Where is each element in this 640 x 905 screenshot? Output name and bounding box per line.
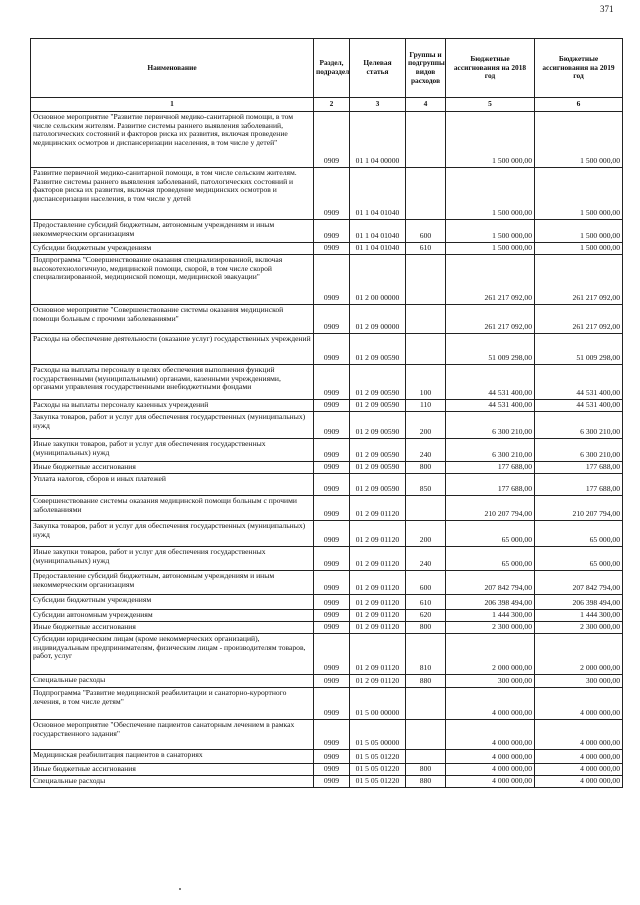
table-body [31, 112, 623, 788]
table-row [31, 610, 623, 622]
row-section: 0909 [314, 496, 350, 521]
row-name: Специальные расходы [31, 675, 314, 688]
header-section: Раздел, подраздел [314, 39, 350, 98]
column-number: 4 [406, 98, 446, 112]
row-group: 880 [406, 776, 446, 788]
row-alloc-2019: 207 842 794,00 [535, 571, 623, 595]
row-alloc-2018: 4 000 000,00 [446, 720, 535, 750]
row-group: 800 [406, 622, 446, 634]
row-alloc-2018: 65 000,00 [446, 521, 535, 547]
table-row [31, 243, 623, 255]
row-name: Расходы на обеспечение деятельности (оказание услуг) государственных учреждений [31, 334, 314, 365]
row-target: 01 2 09 01120 [350, 610, 406, 622]
row-name: Субсидии бюджетным учреждениям [31, 595, 314, 610]
row-alloc-2019: 261 217 092,00 [535, 305, 623, 334]
row-alloc-2018: 177 688,00 [446, 474, 535, 496]
row-section: 0909 [314, 610, 350, 622]
row-alloc-2019: 2 300 000,00 [535, 622, 623, 634]
row-target: 01 5 05 00000 [350, 720, 406, 750]
row-name: Субсидии бюджетным учреждениям [31, 243, 314, 255]
row-section: 0909 [314, 675, 350, 688]
row-alloc-2019: 4 000 000,00 [535, 764, 623, 776]
row-section: 0909 [314, 521, 350, 547]
row-name: Предоставление субсидий бюджетным, автономным учреждениям и иным некоммерческим организациям [31, 220, 314, 243]
row-alloc-2018: 6 300 210,00 [446, 439, 535, 462]
row-group [406, 168, 446, 220]
row-alloc-2018: 1 500 000,00 [446, 168, 535, 220]
table-row [31, 305, 623, 334]
row-group [406, 334, 446, 365]
row-group: 620 [406, 610, 446, 622]
scan-speck [179, 888, 181, 890]
row-name: Развитие первичной медико-санитарной помощи, в том числе сельским жителям. Развитие системы раннего выявления заболеваний, патологических состояний и факторов риска их развития, включая проведение медицинских осмотров и диспансеризации населения, в том числе у детей [31, 168, 314, 220]
row-section: 0909 [314, 439, 350, 462]
row-alloc-2019: 300 000,00 [535, 675, 623, 688]
header-group: Группы и подгруппы видов расходов [406, 39, 446, 98]
row-alloc-2018: 1 500 000,00 [446, 243, 535, 255]
row-alloc-2018: 4 000 000,00 [446, 776, 535, 788]
row-section: 0909 [314, 462, 350, 474]
row-target: 01 2 00 00000 [350, 255, 406, 305]
row-alloc-2019: 6 300 210,00 [535, 439, 623, 462]
row-target: 01 2 09 00590 [350, 334, 406, 365]
row-group: 110 [406, 400, 446, 412]
row-target: 01 2 09 01120 [350, 496, 406, 521]
row-group [406, 112, 446, 168]
table-row [31, 439, 623, 462]
row-name: Иные бюджетные ассигнования [31, 462, 314, 474]
row-alloc-2019: 44 531 400,00 [535, 365, 623, 400]
row-name: Подпрограмма "Совершенствование оказания специализированной, включая высокотехнологичную, медицинской помощи, скорой, в том числе скорой специализированной, медицинской помощи, медицинской эвакуации" [31, 255, 314, 305]
row-section: 0909 [314, 255, 350, 305]
row-section: 0909 [314, 547, 350, 571]
table-row [31, 168, 623, 220]
row-group: 810 [406, 634, 446, 675]
row-alloc-2018: 2 300 000,00 [446, 622, 535, 634]
row-group: 880 [406, 675, 446, 688]
row-alloc-2018: 207 842 794,00 [446, 571, 535, 595]
budget-table [30, 38, 623, 788]
row-alloc-2018: 261 217 092,00 [446, 305, 535, 334]
row-section: 0909 [314, 764, 350, 776]
row-alloc-2019: 206 398 494,00 [535, 595, 623, 610]
row-group: 100 [406, 365, 446, 400]
row-name: Закупка товаров, работ и услуг для обеспечения государственных (муниципальных) нужд [31, 521, 314, 547]
row-alloc-2018: 44 531 400,00 [446, 365, 535, 400]
row-group: 800 [406, 462, 446, 474]
header-row [31, 39, 623, 98]
row-group: 240 [406, 547, 446, 571]
row-target: 01 5 05 01220 [350, 750, 406, 764]
row-alloc-2019: 261 217 092,00 [535, 255, 623, 305]
table-row [31, 255, 623, 305]
row-alloc-2019: 4 000 000,00 [535, 688, 623, 720]
row-name: Предоставление субсидий бюджетным, автономным учреждениям и иным некоммерческим организациям [31, 571, 314, 595]
table-row [31, 720, 623, 750]
row-alloc-2019: 65 000,00 [535, 547, 623, 571]
row-group: 800 [406, 764, 446, 776]
row-alloc-2019: 1 500 000,00 [535, 243, 623, 255]
row-target: 01 2 09 01120 [350, 521, 406, 547]
table-row [31, 462, 623, 474]
row-alloc-2019: 1 500 000,00 [535, 112, 623, 168]
table-row [31, 334, 623, 365]
row-section: 0909 [314, 400, 350, 412]
row-alloc-2018: 177 688,00 [446, 462, 535, 474]
column-number-row [31, 98, 623, 112]
row-group: 200 [406, 521, 446, 547]
row-group: 240 [406, 439, 446, 462]
row-alloc-2018: 4 000 000,00 [446, 750, 535, 764]
row-alloc-2018: 1 500 000,00 [446, 220, 535, 243]
row-alloc-2018: 1 500 000,00 [446, 112, 535, 168]
row-name: Совершенствование системы оказания медицинской помощи больным с прочими заболеваниями [31, 496, 314, 521]
row-group: 600 [406, 220, 446, 243]
row-target: 01 5 05 01220 [350, 776, 406, 788]
row-name: Подпрограмма "Развитие медицинской реабилитации и санаторно-курортного лечения, в том числе детям" [31, 688, 314, 720]
row-alloc-2018: 65 000,00 [446, 547, 535, 571]
table-row [31, 750, 623, 764]
row-section: 0909 [314, 595, 350, 610]
row-section: 0909 [314, 305, 350, 334]
table-row [31, 220, 623, 243]
row-name: Иные закупки товаров, работ и услуг для обеспечения государственных (муниципальных) нужд [31, 547, 314, 571]
row-section: 0909 [314, 720, 350, 750]
header-alloc-2018: Бюджетные ассигнования на 2018 год [446, 39, 535, 98]
row-alloc-2019: 177 688,00 [535, 474, 623, 496]
table-row [31, 764, 623, 776]
row-name: Уплата налогов, сборов и иных платежей [31, 474, 314, 496]
row-section: 0909 [314, 220, 350, 243]
row-name: Субсидии автономным учреждениям [31, 610, 314, 622]
header-target: Целевая статья [350, 39, 406, 98]
row-group [406, 305, 446, 334]
row-group: 610 [406, 243, 446, 255]
row-name: Основное мероприятие "Совершенствование системы оказания медицинской помощи больным с прочими заболеваниями" [31, 305, 314, 334]
row-target: 01 2 09 01120 [350, 595, 406, 610]
row-section: 0909 [314, 412, 350, 439]
row-name: Закупка товаров, работ и услуг для обеспечения государственных (муниципальных) нужд [31, 412, 314, 439]
row-section: 0909 [314, 243, 350, 255]
row-name: Иные бюджетные ассигнования [31, 764, 314, 776]
row-name: Иные закупки товаров, работ и услуг для обеспечения государственных (муниципальных) нужд [31, 439, 314, 462]
row-name: Основное мероприятие "Развитие первичной медико-санитарной помощи, в том числе сельским жителям. Развитие системы раннего выявления заболеваний, патологических состояний и факторов риска их развития, включая проведение медицинских осмотров и диспансеризации населения, в том числе у детей" [31, 112, 314, 168]
table-row [31, 547, 623, 571]
row-alloc-2018: 6 300 210,00 [446, 412, 535, 439]
row-alloc-2018: 206 398 494,00 [446, 595, 535, 610]
row-section: 0909 [314, 334, 350, 365]
table-row [31, 412, 623, 439]
row-target: 01 2 09 00590 [350, 400, 406, 412]
row-alloc-2018: 51 009 298,00 [446, 334, 535, 365]
row-group [406, 255, 446, 305]
row-alloc-2019: 65 000,00 [535, 521, 623, 547]
row-alloc-2018: 261 217 092,00 [446, 255, 535, 305]
row-alloc-2018: 300 000,00 [446, 675, 535, 688]
row-target: 01 2 09 00590 [350, 412, 406, 439]
row-section: 0909 [314, 776, 350, 788]
row-alloc-2018: 4 000 000,00 [446, 688, 535, 720]
table-row [31, 595, 623, 610]
page-number: 371 [600, 4, 614, 14]
row-group [406, 750, 446, 764]
row-alloc-2018: 44 531 400,00 [446, 400, 535, 412]
row-target: 01 2 09 01120 [350, 571, 406, 595]
row-alloc-2019: 6 300 210,00 [535, 412, 623, 439]
row-target: 01 2 09 01120 [350, 547, 406, 571]
row-alloc-2019: 210 207 794,00 [535, 496, 623, 521]
row-alloc-2019: 51 009 298,00 [535, 334, 623, 365]
row-section: 0909 [314, 474, 350, 496]
row-target: 01 2 09 00000 [350, 305, 406, 334]
row-alloc-2019: 1 500 000,00 [535, 168, 623, 220]
row-name: Специальные расходы [31, 776, 314, 788]
row-target: 01 1 04 00000 [350, 112, 406, 168]
row-section: 0909 [314, 168, 350, 220]
row-alloc-2018: 1 444 300,00 [446, 610, 535, 622]
table-row [31, 400, 623, 412]
row-group: 610 [406, 595, 446, 610]
row-alloc-2019: 44 531 400,00 [535, 400, 623, 412]
row-name: Медицинская реабилитация пациентов в санаториях [31, 750, 314, 764]
row-section: 0909 [314, 112, 350, 168]
row-group: 200 [406, 412, 446, 439]
row-alloc-2019: 2 000 000,00 [535, 634, 623, 675]
header-alloc-2019: Бюджетные ассигнования на 2019 год [535, 39, 623, 98]
row-target: 01 5 05 01220 [350, 764, 406, 776]
row-name: Иные бюджетные ассигнования [31, 622, 314, 634]
table-row [31, 521, 623, 547]
row-group: 600 [406, 571, 446, 595]
table-row [31, 634, 623, 675]
row-target: 01 2 09 01120 [350, 675, 406, 688]
row-group [406, 720, 446, 750]
row-section: 0909 [314, 688, 350, 720]
row-alloc-2019: 4 000 000,00 [535, 776, 623, 788]
row-target: 01 2 09 00590 [350, 439, 406, 462]
row-name: Основное мероприятие "Обеспечение пациентов санаторным лечением в рамках государственного задания" [31, 720, 314, 750]
row-target: 01 2 09 01120 [350, 634, 406, 675]
row-group [406, 496, 446, 521]
column-number: 2 [314, 98, 350, 112]
row-section: 0909 [314, 634, 350, 675]
table-row [31, 571, 623, 595]
row-section: 0909 [314, 750, 350, 764]
row-alloc-2019: 177 688,00 [535, 462, 623, 474]
column-number: 1 [31, 98, 314, 112]
row-name: Субсидии юридическим лицам (кроме некоммерческих организаций), индивидуальным предпринимателям, физическим лицам - производителям товаров, работ, услуг [31, 634, 314, 675]
table-row [31, 496, 623, 521]
row-target: 01 5 00 00000 [350, 688, 406, 720]
row-section: 0909 [314, 622, 350, 634]
table-row [31, 688, 623, 720]
row-section: 0909 [314, 571, 350, 595]
row-target: 01 2 09 00590 [350, 462, 406, 474]
column-number: 3 [350, 98, 406, 112]
column-number: 6 [535, 98, 623, 112]
table-row [31, 675, 623, 688]
row-group: 850 [406, 474, 446, 496]
row-alloc-2018: 210 207 794,00 [446, 496, 535, 521]
table-row [31, 112, 623, 168]
row-alloc-2019: 1 500 000,00 [535, 220, 623, 243]
table-row [31, 776, 623, 788]
row-target: 01 2 09 00590 [350, 474, 406, 496]
row-target: 01 2 09 00590 [350, 365, 406, 400]
row-alloc-2018: 4 000 000,00 [446, 764, 535, 776]
row-target: 01 2 09 01120 [350, 622, 406, 634]
row-name: Расходы на выплаты персоналу в целях обеспечения выполнения функций государственными (муниципальными) органами, казенными учреждениями, органами управления государственными внебюджетными фондами [31, 365, 314, 400]
row-alloc-2018: 2 000 000,00 [446, 634, 535, 675]
table-row [31, 365, 623, 400]
column-number: 5 [446, 98, 535, 112]
row-alloc-2019: 4 000 000,00 [535, 750, 623, 764]
row-target: 01 1 04 01040 [350, 243, 406, 255]
row-alloc-2019: 4 000 000,00 [535, 720, 623, 750]
row-group [406, 688, 446, 720]
table-row [31, 474, 623, 496]
header-name: Наименование [31, 39, 314, 98]
row-name: Расходы на выплаты персоналу казенных учреждений [31, 400, 314, 412]
row-target: 01 1 04 01040 [350, 168, 406, 220]
row-section: 0909 [314, 365, 350, 400]
row-target: 01 1 04 01040 [350, 220, 406, 243]
row-alloc-2019: 1 444 300,00 [535, 610, 623, 622]
table-row [31, 622, 623, 634]
